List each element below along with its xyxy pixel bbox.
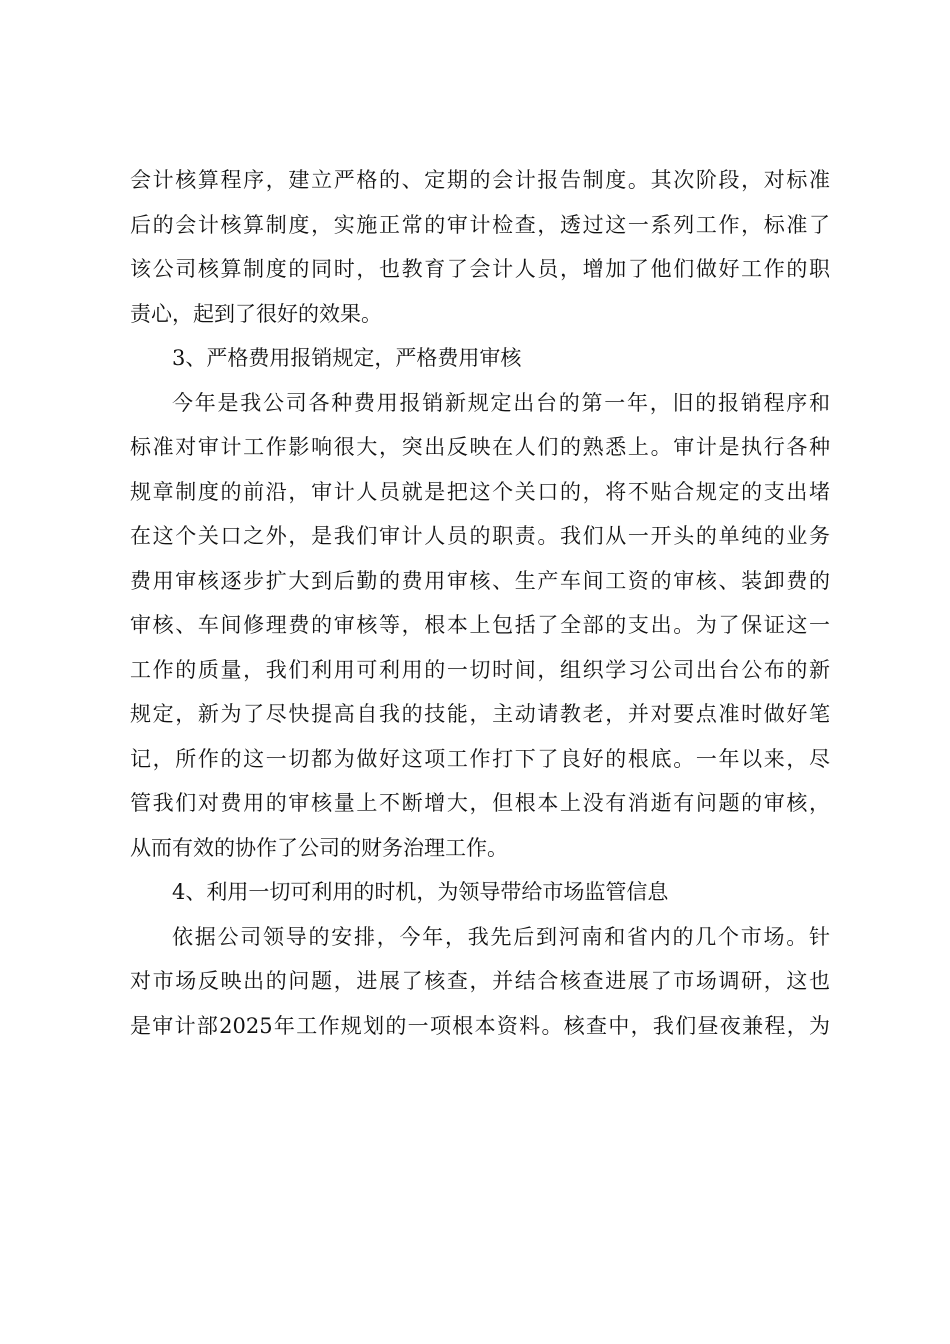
text-line-4: 责心，起到了很好的效果。 bbox=[130, 301, 382, 326]
text-line-18: 依据公司领导的安排，今年，我先后到河南和省内的几个市场。针 bbox=[172, 924, 830, 949]
text-line-13: 规定，新为了尽快提高自我的技能，主动请教老，并对要点准时做好笔 bbox=[130, 702, 830, 726]
section-heading-3: 3、严格费用报销规定，严格费用审核 bbox=[172, 346, 522, 370]
text-line-7: 标准对审计工作影响很大，突出反映在人们的熟悉上。审计是执行各种 bbox=[130, 435, 830, 459]
text-line-3: 该公司核算制度的同时，也教育了会计人员，增加了他们做好工作的职 bbox=[130, 257, 830, 281]
text-line-8: 规章制度的前沿，审计人员就是把这个关口的，将不贴合规定的支出堵 bbox=[130, 479, 830, 504]
section-heading-4: 4、利用一切可利用的时机，为领导带给市场监管信息 bbox=[172, 880, 669, 904]
text-line-2: 后的会计核算制度，实施正常的审计检查，透过这一系列工作，标准了 bbox=[130, 212, 830, 237]
text-line-20: 是审计部2025年工作规划的一项根本资料。核查中，我们昼夜兼程，为 bbox=[130, 1013, 830, 1038]
text-line-10: 费用审核逐步扩大到后勤的费用审核、生产车间工资的审核、装卸费的 bbox=[130, 568, 830, 593]
text-line-16: 从而有效的协作了公司的财务治理工作。 bbox=[130, 835, 508, 860]
text-line-14: 记，所作的这一切都为做好这项工作打下了良好的根底。一年以来，尽 bbox=[130, 746, 830, 771]
text-line-1: 会计核算程序，建立严格的、定期的会计报告制度。其次阶段，对标准 bbox=[130, 168, 830, 192]
text-line-11: 审核、车间修理费的审核等，根本上包括了全部的支出。为了保证这一 bbox=[130, 613, 830, 637]
text-line-15: 管我们对费用的审核量上不断增大，但根本上没有消逝有问题的审核， bbox=[130, 791, 830, 815]
document-body bbox=[130, 158, 830, 1048]
text-line-12: 工作的质量，我们利用可利用的一切时间，组织学习公司出台公布的新 bbox=[130, 657, 830, 682]
text-line-19: 对市场反映出的问题，进展了核查，并结合核查进展了市场调研，这也 bbox=[130, 969, 830, 993]
text-line-6: 今年是我公司各种费用报销新规定出台的第一年，旧的报销程序和 bbox=[172, 390, 830, 415]
text-line-9: 在这个关口之外，是我们审计人员的职责。我们从一开头的单纯的业务 bbox=[130, 524, 830, 548]
